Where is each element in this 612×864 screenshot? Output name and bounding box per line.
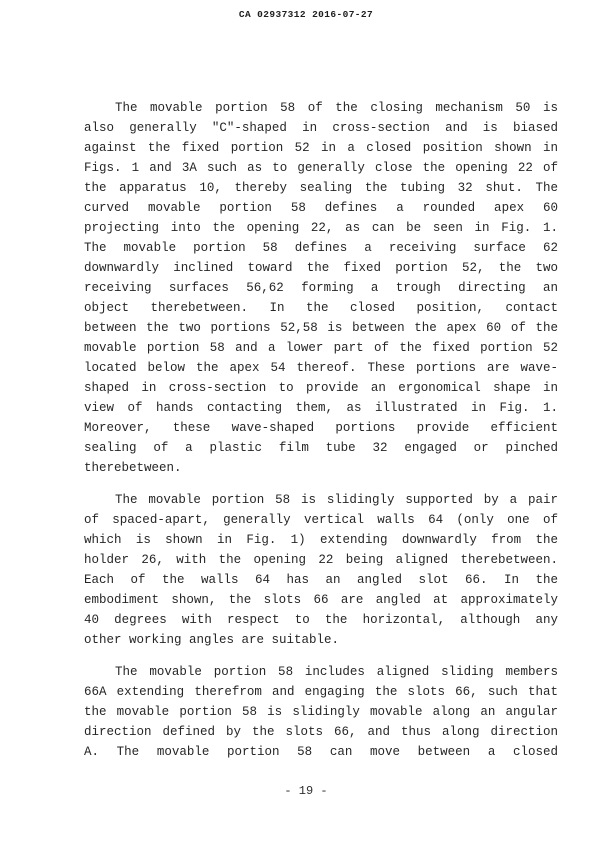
text-line: against the fixed portion 52 in a closed position shown in — [84, 141, 558, 155]
document-header: CA 02937312 2016-07-27 — [238, 9, 374, 20]
text-line: direction defined by the slots 66, and thus along direction — [84, 725, 558, 739]
text-line: the apparatus 10, thereby sealing the tubing 32 shut. The — [84, 181, 558, 195]
text-line: 40 degrees with respect to the horizontal, although any — [84, 613, 558, 627]
text-line: which is shown in Fig. 1) extending downwardly from the — [84, 533, 558, 547]
text-line: movable portion 58 and a lower part of the fixed portion 52 — [84, 341, 558, 355]
text-line: receiving surfaces 56,62 forming a trough directing an — [84, 281, 558, 295]
text-line: also generally "C"-shaped in cross-section and is biased — [84, 121, 558, 135]
text-line: located below the apex 54 thereof. These portions are wave- — [84, 361, 558, 375]
text-line: Each of the walls 64 has an angled slot 66. In the — [84, 573, 558, 587]
text-line: the movable portion 58 is slidingly movable along an angular — [84, 705, 558, 719]
text-line: other working angles are suitable. — [84, 633, 340, 647]
text-line: sealing of a plastic film tube 32 engaged or pinched — [84, 441, 558, 455]
text-line: 66A extending therefrom and engaging the slots 66, such that — [84, 685, 558, 699]
text-line: downwardly inclined toward the fixed portion 52, the two — [84, 261, 558, 275]
text-line: Moreover, these wave-shaped portions provide efficient — [84, 421, 558, 435]
text-line: Figs. 1 and 3A such as to generally close the opening 22 of — [84, 161, 558, 175]
document-body — [84, 98, 558, 774]
text-line: between the two portions 52,58 is between the apex 60 of the — [84, 321, 558, 335]
text-line: holder 26, with the opening 22 being aligned therebetween. — [84, 553, 558, 567]
text-line: curved movable portion 58 defines a rounded apex 60 — [84, 201, 558, 215]
text-line: A. The movable portion 58 can move between a closed — [84, 745, 558, 759]
text-line: object therebetween. In the closed position, contact — [84, 301, 558, 315]
text-line: The movable portion 58 includes aligned sliding members — [115, 665, 558, 679]
text-line: embodiment shown, the slots 66 are angled at approximately — [84, 593, 558, 607]
text-line: therebetween. — [84, 461, 182, 475]
text-line: of spaced-apart, generally vertical walls 64 (only one of — [84, 513, 558, 527]
page-number: - 19 - — [284, 784, 328, 798]
text-line: The movable portion 58 of the closing mechanism 50 is — [115, 101, 558, 115]
text-line: The movable portion 58 is slidingly supported by a pair — [115, 493, 558, 507]
text-line: view of hands contacting them, as illustrated in Fig. 1. — [84, 401, 558, 415]
text-line: projecting into the opening 22, as can be seen in Fig. 1. — [84, 221, 558, 235]
text-line: The movable portion 58 defines a receiving surface 62 — [84, 241, 558, 255]
paragraph — [84, 490, 558, 650]
paragraph — [84, 98, 558, 478]
paragraph — [84, 662, 558, 762]
text-line: shaped in cross-section to provide an ergonomical shape in — [84, 381, 558, 395]
